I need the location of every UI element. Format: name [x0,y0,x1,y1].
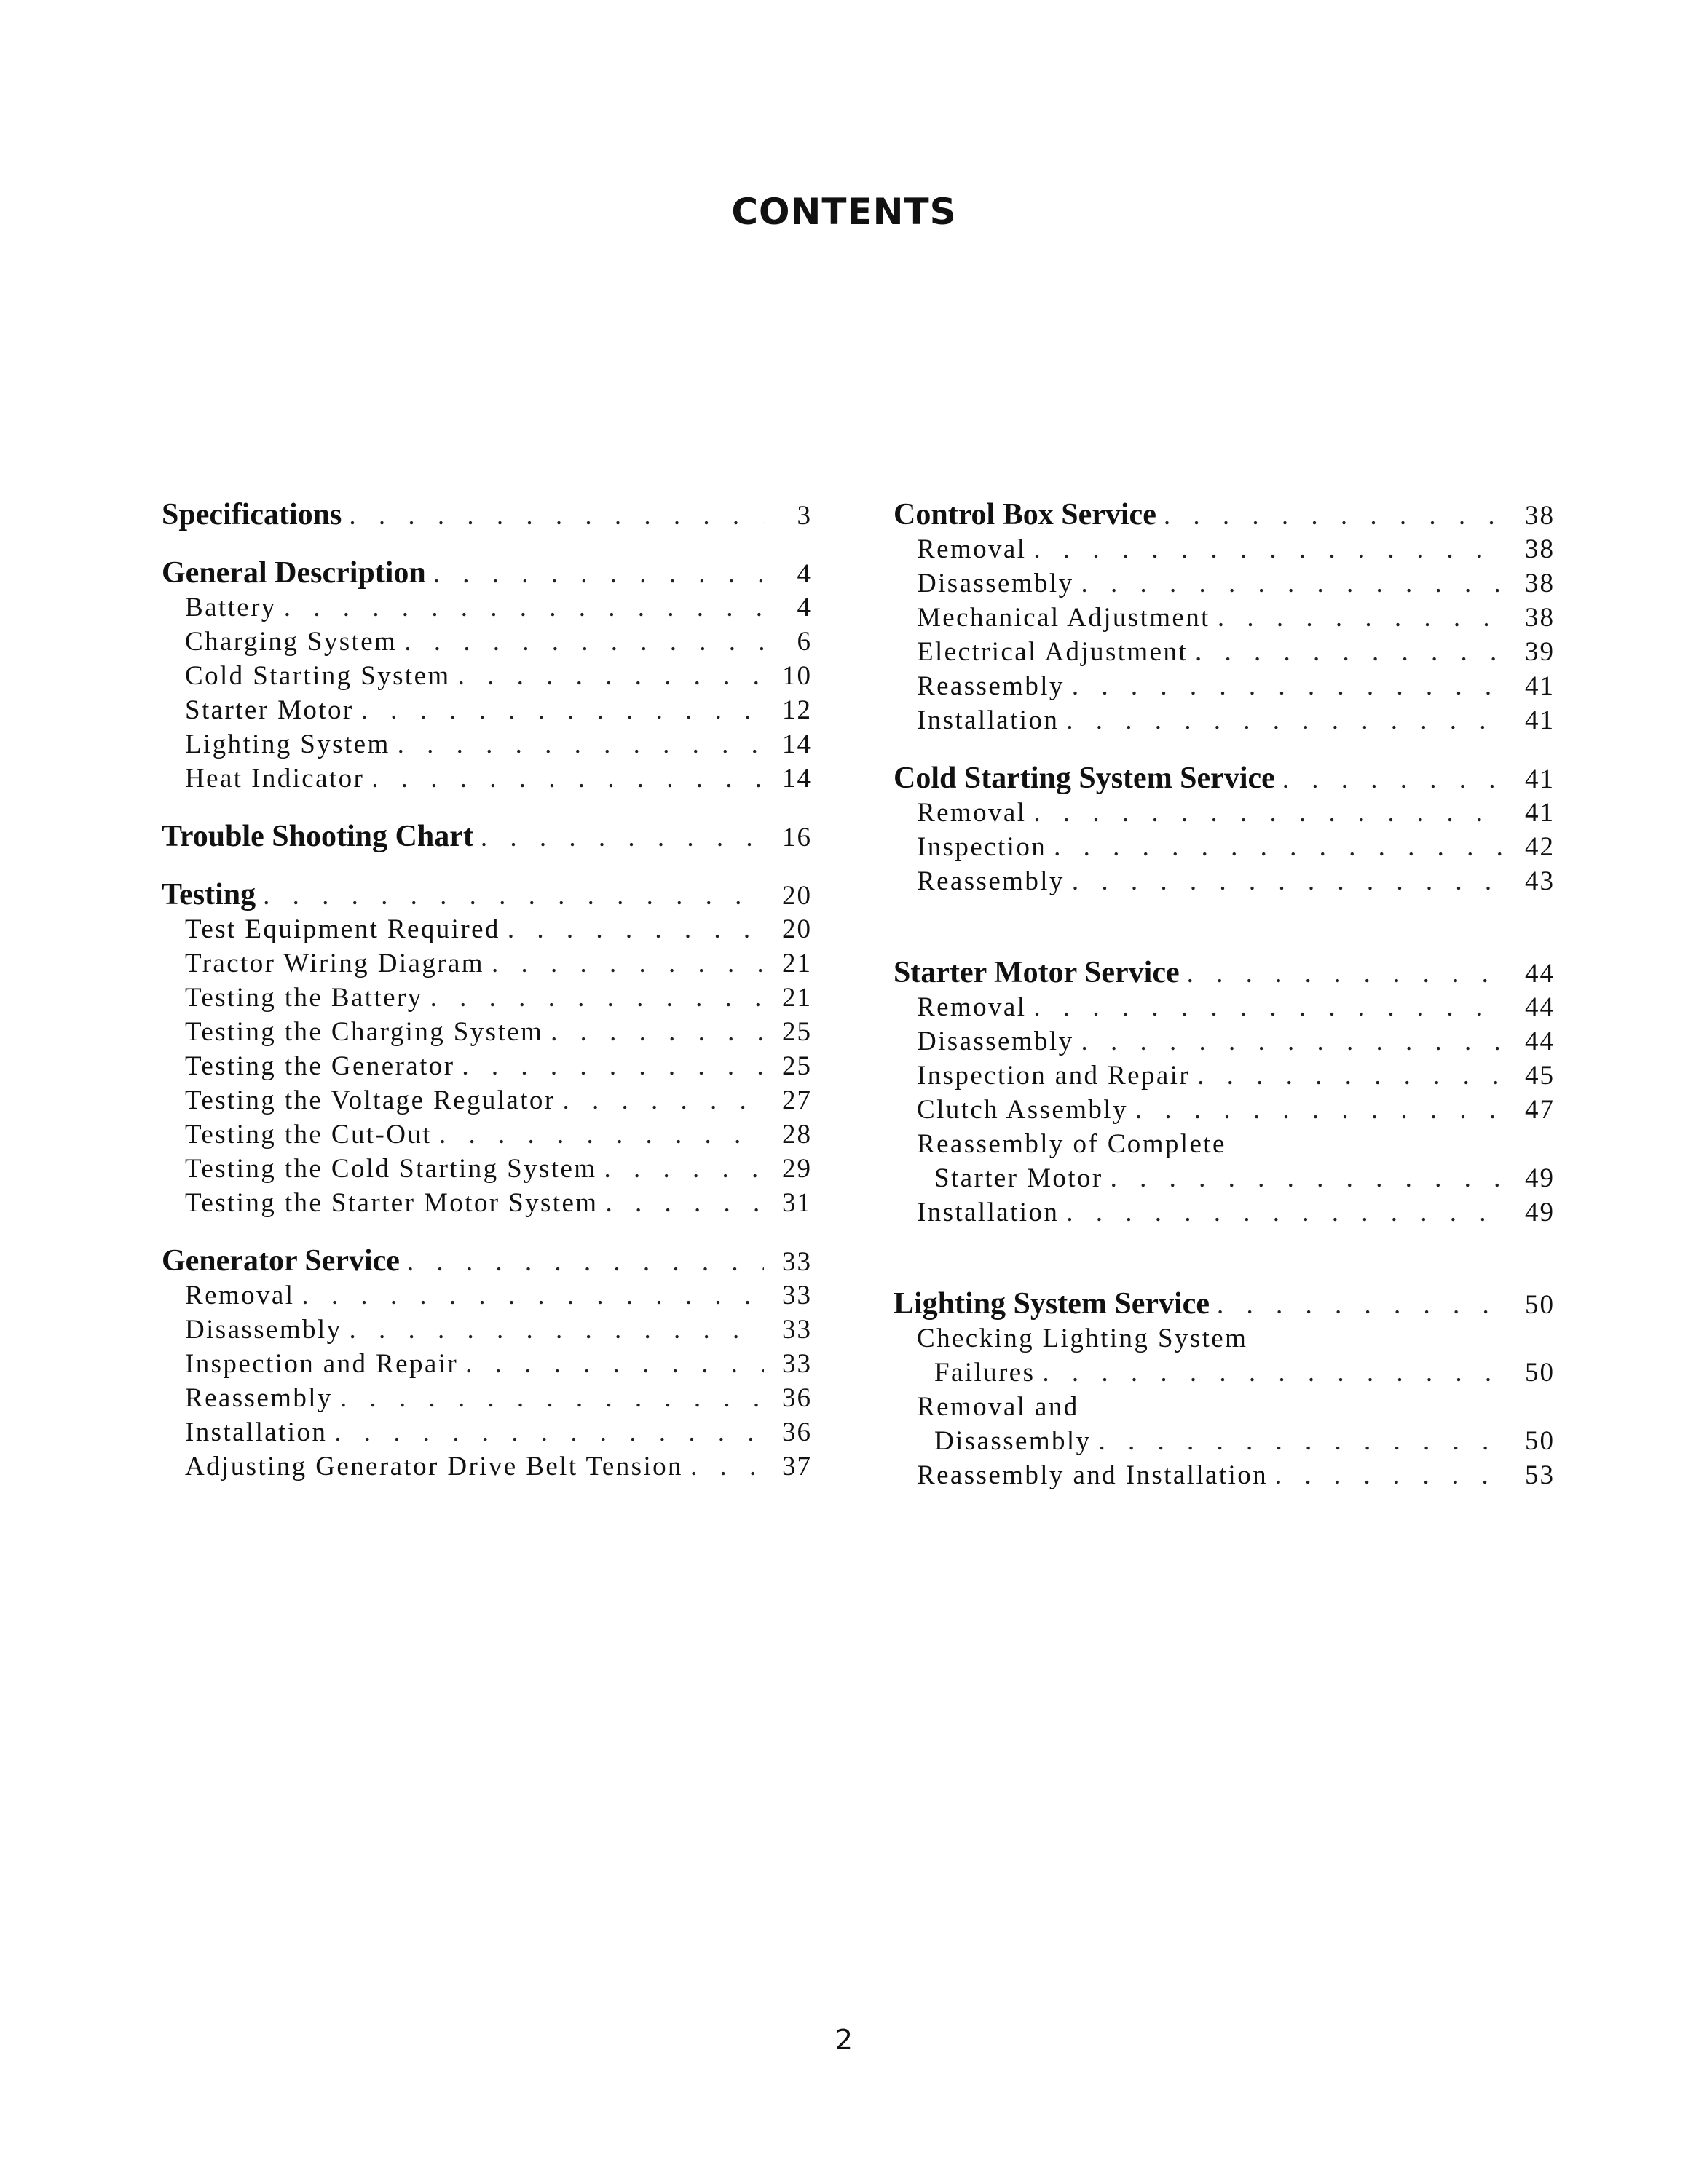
toc-entry-battery-page-number: 4 [797,593,812,622]
dot-leader [430,982,764,1013]
dot-leader [481,822,764,853]
toc-entry-failures-label: Failures [934,1358,1036,1388]
toc-entry-adjusting-generator-drive-belt-tension-page-number: 37 [782,1452,812,1481]
dot-leader [1042,1357,1507,1388]
toc-section-lighting-system-service [894,1286,1555,1494]
dot-leader [604,1153,764,1184]
toc-section-trouble-shooting-chart [162,819,812,855]
toc-entry-removal-and-label: Removal and [917,1392,1079,1422]
toc-entry-tractor-wiring-diagram-label: Tractor Wiring Diagram [185,949,484,978]
toc-section-general-description [162,555,812,797]
toc-heading-trouble-shooting-chart-page-number: 16 [782,823,812,852]
toc-entry-testing-the-charging-system [162,1016,812,1051]
toc-entry-clutch-assembly-page-number: 47 [1525,1095,1555,1125]
dot-leader [433,558,764,590]
toc-heading-control-box-service-label: Control Box Service [894,498,1156,531]
dot-leader [1195,636,1507,668]
toc-entry-testing-the-starter-motor-system [162,1187,812,1222]
toc-entry-removal [894,534,1555,568]
toc-heading-cold-starting-system-service [894,761,1555,797]
page-number: 2 [835,2024,853,2056]
toc-entry-removal-and [894,1391,1555,1425]
toc-entry-disassembly-page-number: 44 [1525,1026,1555,1056]
dot-leader [407,1246,764,1278]
toc-entry-starter-motor-label: Starter Motor [934,1163,1103,1193]
toc-entry-reassembly-label: Reassembly [917,866,1065,896]
toc-entry-clutch-assembly [894,1094,1555,1128]
toc-heading-control-box-service-page-number: 38 [1525,501,1555,531]
dot-leader [1135,1094,1507,1125]
toc-section-testing [162,877,812,1222]
toc-right-column [894,497,1555,1516]
toc-entry-disassembly-label: Disassembly [934,1426,1092,1456]
dot-leader [551,1016,764,1048]
toc-entry-failures-page-number: 50 [1525,1358,1555,1388]
toc-entry-disassembly [894,568,1555,602]
toc-heading-lighting-system-service-page-number: 50 [1525,1290,1555,1320]
dot-leader [1197,1060,1507,1091]
dot-leader [284,592,764,623]
toc-entry-installation-label: Installation [185,1417,328,1447]
toc-entry-disassembly-label: Disassembly [917,569,1074,598]
dot-leader [361,695,764,726]
toc-entry-charging-system-label: Charging System [185,627,398,657]
toc-entry-installation-page-number: 36 [782,1417,812,1447]
dot-leader [605,1187,764,1219]
toc-heading-specifications-page-number: 3 [797,501,812,531]
toc-entry-inspection-page-number: 42 [1525,832,1555,862]
toc-entry-lighting-system-label: Lighting System [185,729,390,759]
dot-leader [371,763,764,794]
toc-entry-testing-the-voltage-regulator [162,1085,812,1119]
toc-entry-removal-label: Removal [917,798,1027,828]
toc-entry-cold-starting-system-label: Cold Starting System [185,661,451,691]
toc-heading-generator-service [162,1243,812,1280]
toc-heading-trouble-shooting-chart-label: Trouble Shooting Chart [162,820,473,853]
toc-section-starter-motor-service [894,955,1555,1231]
toc-entry-starter-motor [894,1163,1555,1197]
dot-leader [1072,866,1507,897]
toc-entry-lighting-system-page-number: 14 [782,729,812,759]
toc-entry-inspection-and-repair-label: Inspection and Repair [917,1061,1191,1091]
dot-leader [334,1417,764,1448]
toc-heading-starter-motor-service-label: Starter Motor Service [894,956,1180,989]
toc-entry-installation [894,705,1555,739]
toc-entry-inspection-and-repair [162,1348,812,1382]
dot-leader [1033,797,1507,828]
dot-leader [690,1451,764,1482]
dot-leader [1072,670,1507,702]
toc-entry-testing-the-starter-motor-system-page-number: 31 [782,1188,812,1218]
toc-entry-removal [894,992,1555,1026]
toc-heading-general-description-label: General Description [162,556,426,590]
dot-leader [398,729,764,760]
toc-entry-reassembly-and-installation [894,1460,1555,1494]
toc-entry-reassembly-label: Reassembly [185,1383,333,1413]
toc-entry-testing-the-battery [162,982,812,1016]
toc-entry-heat-indicator [162,763,812,797]
toc-entry-checking-lighting-system-label: Checking Lighting System [917,1324,1248,1353]
dot-leader [462,1051,764,1082]
toc-entry-testing-the-cut-out-page-number: 28 [782,1120,812,1150]
toc-entry-inspection-and-repair [894,1060,1555,1094]
dot-leader [349,500,764,531]
toc-entry-inspection-and-repair-label: Inspection and Repair [185,1349,459,1379]
toc-entry-test-equipment-required-page-number: 20 [782,914,812,944]
toc-entry-starter-motor-page-number: 12 [782,695,812,725]
toc-entry-testing-the-charging-system-label: Testing the Charging System [185,1017,544,1047]
toc-entry-testing-the-starter-motor-system-label: Testing the Starter Motor System [185,1188,599,1218]
toc-entry-reassembly [894,670,1555,705]
toc-entry-disassembly-page-number: 33 [782,1315,812,1345]
toc-heading-generator-service-label: Generator Service [162,1244,400,1278]
dot-leader [1111,1163,1507,1194]
dot-leader [1275,1460,1507,1491]
toc-entry-heat-indicator-label: Heat Indicator [185,764,365,794]
toc-entry-battery [162,592,812,626]
toc-entry-mechanical-adjustment [894,602,1555,636]
dot-leader [263,880,764,911]
toc-entry-adjusting-generator-drive-belt-tension-label: Adjusting Generator Drive Belt Tension [185,1452,683,1481]
toc-left-column [162,497,812,1507]
dot-leader [1187,958,1507,989]
dot-leader [465,1348,764,1380]
toc-heading-specifications-label: Specifications [162,498,342,531]
toc-heading-testing [162,877,812,914]
toc-entry-testing-the-cut-out [162,1119,812,1153]
toc-entry-removal-page-number: 33 [782,1281,812,1310]
toc-entry-reassembly-of-complete [894,1128,1555,1163]
toc-section-specifications [162,497,812,534]
toc-entry-tractor-wiring-diagram [162,948,812,982]
toc-entry-disassembly-page-number: 38 [1525,569,1555,598]
toc-entry-installation [894,1197,1555,1231]
toc-entry-charging-system-page-number: 6 [797,627,812,657]
toc-heading-starter-motor-service-page-number: 44 [1525,959,1555,989]
toc-entry-removal-label: Removal [917,534,1027,564]
toc-entry-test-equipment-required [162,914,812,948]
toc-entry-cold-starting-system [162,660,812,695]
dot-leader [439,1119,764,1150]
toc-entry-testing-the-battery-page-number: 21 [782,983,812,1013]
toc-heading-testing-label: Testing [162,878,256,911]
dot-leader [563,1085,764,1116]
toc-section-generator-service [162,1243,812,1485]
toc-entry-checking-lighting-system [894,1323,1555,1357]
toc-entry-charging-system [162,626,812,660]
toc-entry-testing-the-battery-label: Testing the Battery [185,983,423,1013]
toc-entry-removal-label: Removal [185,1281,295,1310]
toc-entry-removal-label: Removal [917,992,1027,1022]
toc-entry-inspection [894,831,1555,866]
toc-entry-heat-indicator-page-number: 14 [782,764,812,794]
toc-heading-lighting-system-service [894,1286,1555,1323]
toc-entry-disassembly [162,1314,812,1348]
toc-entry-reassembly-of-complete-label: Reassembly of Complete [917,1129,1226,1159]
toc-entry-installation-page-number: 41 [1525,705,1555,735]
toc-entry-removal-page-number: 41 [1525,798,1555,828]
dot-leader [340,1382,764,1414]
toc-entry-inspection-and-repair-page-number: 45 [1525,1061,1555,1091]
toc-entry-testing-the-voltage-regulator-label: Testing the Voltage Regulator [185,1085,556,1115]
toc-entry-mechanical-adjustment-page-number: 38 [1525,603,1555,633]
toc-entry-battery-label: Battery [185,593,277,622]
toc-entry-testing-the-generator-label: Testing the Generator [185,1051,455,1081]
toc-entry-testing-the-generator [162,1051,812,1085]
toc-entry-testing-the-cold-starting-system-label: Testing the Cold Starting System [185,1154,597,1184]
toc-entry-reassembly-and-installation-label: Reassembly and Installation [917,1460,1268,1490]
dot-leader [1081,568,1507,599]
dot-leader [1033,992,1507,1023]
toc-heading-control-box-service [894,497,1555,534]
toc-section-control-box-service [894,497,1555,739]
toc-entry-test-equipment-required-label: Test Equipment Required [185,914,500,944]
toc-heading-trouble-shooting-chart [162,819,812,855]
toc-entry-starter-motor-label: Starter Motor [185,695,354,725]
dot-leader [508,914,764,945]
section-spacer [894,1253,1555,1286]
toc-entry-reassembly-page-number: 41 [1525,671,1555,701]
toc-entry-electrical-adjustment [894,636,1555,670]
toc-entry-starter-motor-page-number: 49 [1525,1163,1555,1193]
toc-entry-adjusting-generator-drive-belt-tension [162,1451,812,1485]
dot-leader [404,626,764,657]
toc-heading-lighting-system-service-label: Lighting System Service [894,1287,1210,1321]
toc-entry-installation-label: Installation [917,705,1060,735]
dot-leader [1217,1289,1507,1321]
toc-entry-reassembly-label: Reassembly [917,671,1065,701]
toc-entry-disassembly-label: Disassembly [185,1315,342,1345]
toc-entry-testing-the-cold-starting-system-page-number: 29 [782,1154,812,1184]
toc-entry-disassembly [894,1425,1555,1460]
dot-leader [1081,1026,1507,1057]
toc-entry-removal [162,1280,812,1314]
dot-leader [1099,1425,1507,1457]
dot-leader [1164,500,1507,531]
dot-leader [1033,534,1507,565]
toc-entry-reassembly-and-installation-page-number: 53 [1525,1460,1555,1490]
toc-heading-starter-motor-service [894,955,1555,992]
dot-leader [301,1280,764,1311]
dot-leader [1282,764,1507,795]
toc-entry-testing-the-cold-starting-system [162,1153,812,1187]
toc-heading-general-description-page-number: 4 [797,559,812,589]
page-title: CONTENTS [731,191,957,233]
toc-entry-testing-the-generator-page-number: 25 [782,1051,812,1081]
toc-heading-testing-page-number: 20 [782,881,812,911]
toc-entry-installation-page-number: 49 [1525,1198,1555,1227]
toc-entry-disassembly-page-number: 50 [1525,1426,1555,1456]
toc-entry-reassembly-page-number: 43 [1525,866,1555,896]
dot-leader [492,948,764,979]
toc-entry-removal [894,797,1555,831]
toc-entry-reassembly-page-number: 36 [782,1383,812,1413]
toc-heading-cold-starting-system-service-label: Cold Starting System Service [894,761,1275,795]
dot-leader [1054,831,1507,863]
dot-leader [1066,705,1507,736]
toc-entry-starter-motor [162,695,812,729]
dot-leader [458,660,764,692]
toc-entry-testing-the-voltage-regulator-page-number: 27 [782,1085,812,1115]
toc-entry-disassembly-label: Disassembly [917,1026,1074,1056]
toc-entry-installation [162,1417,812,1451]
toc-entry-reassembly [894,866,1555,900]
toc-entry-reassembly [162,1382,812,1417]
dot-leader [1066,1197,1507,1228]
toc-entry-failures [894,1357,1555,1391]
toc-entry-testing-the-cut-out-label: Testing the Cut-Out [185,1120,432,1150]
section-spacer [894,922,1555,955]
toc-heading-specifications [162,497,812,534]
toc-entry-tractor-wiring-diagram-page-number: 21 [782,949,812,978]
toc-entry-installation-label: Installation [917,1198,1060,1227]
toc-entry-clutch-assembly-label: Clutch Assembly [917,1095,1128,1125]
toc-heading-general-description [162,555,812,592]
toc-entry-electrical-adjustment-label: Electrical Adjustment [917,637,1188,667]
toc-section-cold-starting-system-service [894,761,1555,900]
toc-heading-generator-service-page-number: 33 [782,1247,812,1277]
toc-entry-testing-the-charging-system-page-number: 25 [782,1017,812,1047]
toc-entry-inspection-and-repair-page-number: 33 [782,1349,812,1379]
toc-entry-disassembly [894,1026,1555,1060]
dot-leader [1218,602,1507,633]
toc-entry-lighting-system [162,729,812,763]
toc-entry-cold-starting-system-page-number: 10 [782,661,812,691]
toc-entry-electrical-adjustment-page-number: 39 [1525,637,1555,667]
toc-entry-removal-page-number: 38 [1525,534,1555,564]
toc-heading-cold-starting-system-service-page-number: 41 [1525,764,1555,794]
toc-entry-inspection-label: Inspection [917,832,1047,862]
toc-entry-mechanical-adjustment-label: Mechanical Adjustment [917,603,1210,633]
toc-entry-removal-page-number: 44 [1525,992,1555,1022]
dot-leader [350,1314,764,1345]
